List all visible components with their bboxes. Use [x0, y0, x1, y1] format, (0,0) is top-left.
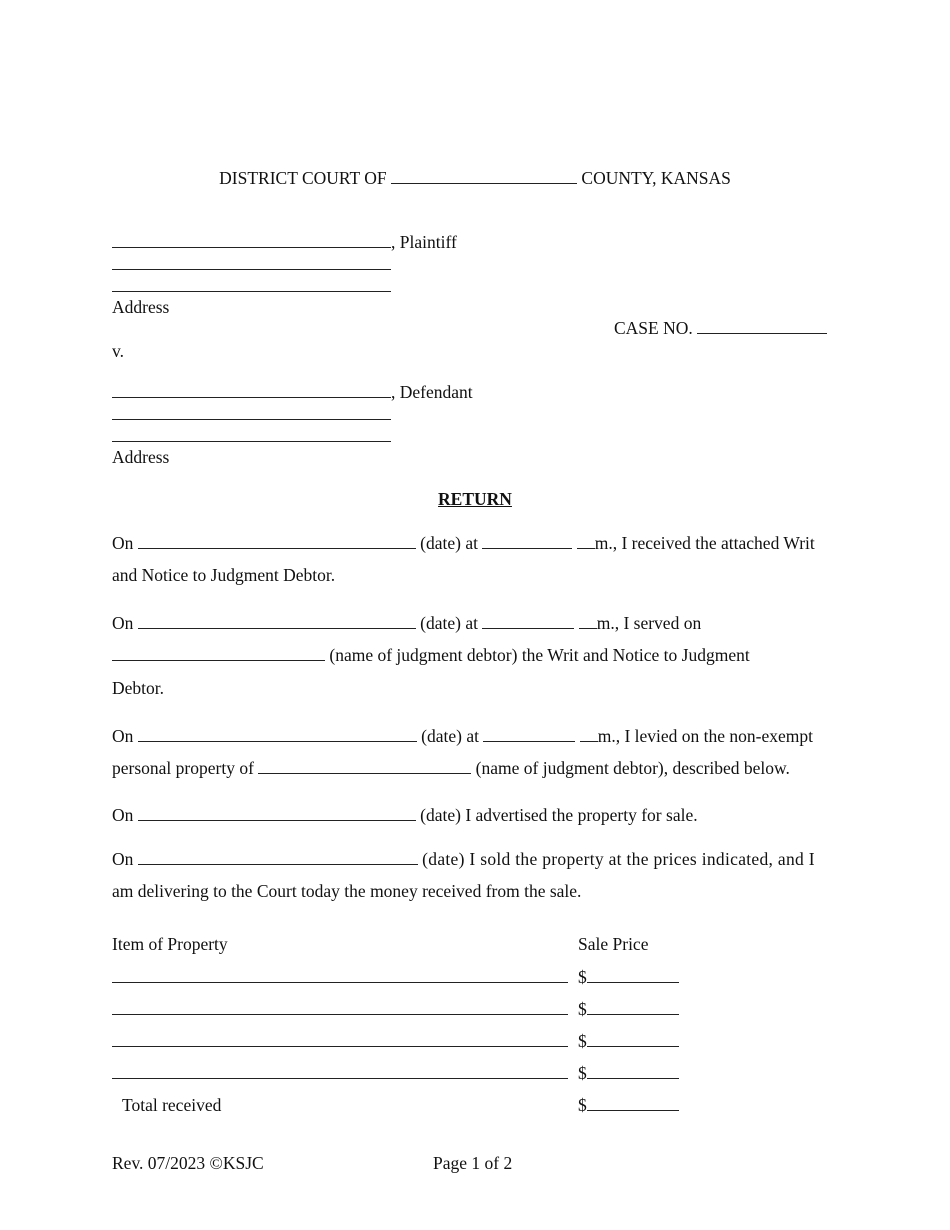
served-time-blank[interactable] [482, 613, 574, 629]
statement-served-cont: Debtor. [112, 678, 165, 698]
county-blank[interactable] [391, 168, 577, 184]
levied-time-blank[interactable] [483, 726, 575, 742]
sale-price-header: Sale Price [578, 934, 649, 954]
page-number: Page 1 of 2 [433, 1153, 513, 1173]
versus-label: v. [112, 341, 124, 361]
plaintiff-address-blank-1[interactable] [112, 254, 391, 270]
received-date-blank[interactable] [138, 533, 416, 549]
defendant-address-blank-1[interactable] [112, 404, 391, 420]
plaintiff-address-blank-2[interactable] [112, 276, 391, 292]
total-received-label: Total received [122, 1095, 222, 1115]
plaintiff-address-line-2 [112, 276, 391, 296]
received-ampm-blank[interactable] [577, 533, 595, 549]
case-number [614, 318, 827, 338]
statement-sold [112, 849, 815, 869]
court-suffix: COUNTY, KANSAS [581, 168, 731, 188]
statement-levied-cont [112, 758, 790, 778]
served-date-blank[interactable] [138, 613, 416, 629]
levied-date-blank[interactable] [138, 726, 417, 742]
defendant-name-blank[interactable] [112, 382, 391, 398]
plaintiff-address-line-1 [112, 254, 391, 274]
advertised-text: (date) I advertised the property for sale. [420, 805, 698, 825]
property-row [112, 967, 568, 987]
on-label: On [112, 726, 134, 746]
dollar-sign: $ [578, 967, 587, 987]
property-row [112, 1063, 568, 1083]
case-no-label: CASE NO. [614, 318, 693, 338]
defendant-address-line-2 [112, 426, 391, 446]
total-price-row [578, 1095, 679, 1115]
received-text: m., I received the attached Writ [594, 533, 815, 553]
document-title: RETURN [438, 489, 512, 509]
sold-text: (date) I sold the property at the prices indicated, and I [422, 849, 815, 869]
dollar-sign: $ [578, 1063, 587, 1083]
levied-property-text: personal property of [112, 758, 254, 778]
on-label: On [112, 533, 134, 553]
case-no-blank[interactable] [697, 318, 827, 334]
statement-levied [112, 726, 813, 746]
received-time-blank[interactable] [482, 533, 572, 549]
served-text: m., I served on [596, 613, 702, 633]
date-label: (date) at [420, 533, 478, 553]
statement-received [112, 533, 815, 553]
statement-served [112, 613, 701, 633]
property-row [112, 1031, 568, 1051]
sold-date-blank[interactable] [138, 849, 418, 865]
levied-name-text: (name of judgment debtor), described below. [475, 758, 790, 778]
price-blank[interactable] [587, 967, 679, 983]
property-item-blank[interactable] [112, 1063, 568, 1079]
levied-text: m., I levied on the non-exempt [597, 726, 813, 746]
statement-sold-cont: am delivering to the Court today the money received from the sale. [112, 881, 582, 901]
statement-advertised [112, 805, 698, 825]
defendant-address-blank-2[interactable] [112, 426, 391, 442]
defendant-line [112, 382, 473, 402]
price-blank[interactable] [587, 999, 679, 1015]
defendant-address-label: Address [112, 447, 170, 467]
item-of-property-header: Item of Property [112, 934, 228, 954]
on-label: On [112, 805, 134, 825]
price-row [578, 1031, 679, 1051]
price-row [578, 967, 679, 987]
revision-footer: Rev. 07/2023 ©KSJC [112, 1153, 264, 1173]
price-blank[interactable] [587, 1063, 679, 1079]
served-debtor-name-blank[interactable] [112, 645, 325, 661]
advertised-date-blank[interactable] [138, 805, 416, 821]
court-prefix: DISTRICT COURT OF [219, 168, 387, 188]
plaintiff-name-blank[interactable] [112, 232, 391, 248]
defendant-label: , Defendant [391, 382, 473, 402]
statement-received-cont: and Notice to Judgment Debtor. [112, 565, 336, 585]
plaintiff-address-label: Address [112, 297, 170, 317]
levied-debtor-name-blank[interactable] [258, 758, 471, 774]
plaintiff-line [112, 232, 457, 252]
property-item-blank[interactable] [112, 1031, 568, 1047]
served-ampm-blank[interactable] [579, 613, 597, 629]
total-price-blank[interactable] [587, 1095, 679, 1111]
on-label: On [112, 849, 134, 869]
date-label: (date) at [421, 726, 479, 746]
property-row [112, 999, 568, 1019]
plaintiff-label: , Plaintiff [391, 232, 457, 252]
court-header [0, 168, 950, 188]
price-row [578, 1063, 679, 1083]
dollar-sign: $ [578, 999, 587, 1019]
property-item-blank[interactable] [112, 967, 568, 983]
property-item-blank[interactable] [112, 999, 568, 1015]
levied-ampm-blank[interactable] [580, 726, 598, 742]
statement-served-name [112, 645, 750, 665]
dollar-sign: $ [578, 1095, 587, 1115]
price-blank[interactable] [587, 1031, 679, 1047]
price-row [578, 999, 679, 1019]
defendant-address-line-1 [112, 404, 391, 424]
dollar-sign: $ [578, 1031, 587, 1051]
date-label: (date) at [420, 613, 478, 633]
served-name-text: (name of judgment debtor) the Writ and Notice to Judgment [329, 645, 750, 665]
on-label: On [112, 613, 134, 633]
